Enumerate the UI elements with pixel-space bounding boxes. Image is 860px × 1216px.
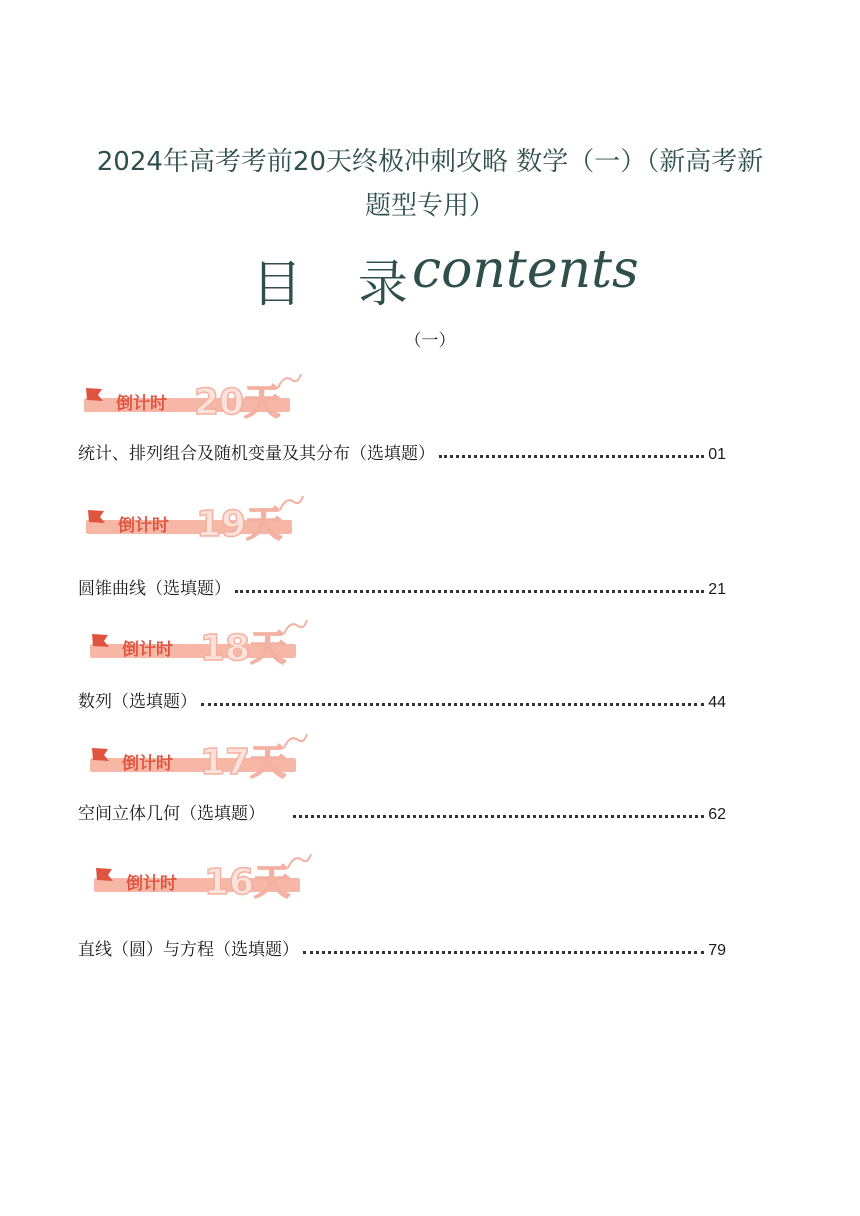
ribbon-icon — [276, 492, 306, 516]
banner-countdown: 19天 — [196, 504, 283, 545]
banner-label: 倒计时 — [116, 394, 167, 414]
ribbon-icon — [274, 370, 304, 394]
countdown-banner — [80, 378, 310, 426]
toc-entry-title: 数列（选填题） — [78, 692, 197, 712]
volume-subtitle: （一） — [404, 331, 456, 351]
banner-label: 倒计时 — [122, 754, 173, 774]
toc-entry[interactable] — [78, 800, 726, 824]
banner-label: 倒计时 — [126, 874, 177, 894]
ribbon-icon — [284, 850, 314, 874]
toc-entry-title: 圆锥曲线（选填题） — [78, 579, 231, 599]
banner-label: 倒计时 — [118, 516, 169, 536]
ribbon-icon — [280, 616, 310, 640]
toc-leader-dots — [439, 455, 704, 458]
toc-leader-dots — [303, 951, 704, 954]
document-title — [60, 140, 800, 228]
toc-entry-title: 统计、排列组合及随机变量及其分布（选填题） — [78, 444, 435, 464]
countdown-banner — [90, 858, 320, 906]
heading-cn: 目 录 — [252, 255, 428, 313]
title-line-1: 2024年高考考前20天终极冲刺攻略 数学（一）（新高考新 — [96, 147, 764, 177]
toc-entry-page: 21 — [708, 581, 726, 598]
toc-leader-dots — [293, 815, 704, 818]
countdown-banner — [82, 500, 312, 548]
contents-heading — [0, 240, 860, 313]
banner-countdown: 16天 — [204, 862, 291, 903]
flag-icon — [84, 386, 106, 404]
banner-countdown: 18天 — [200, 628, 287, 669]
toc-entry-page: 62 — [708, 806, 726, 823]
toc-leader-dots — [201, 703, 704, 706]
banner-countdown: 17天 — [200, 742, 287, 783]
flag-icon — [94, 866, 116, 884]
toc-entry[interactable] — [78, 936, 726, 960]
toc-entry[interactable] — [78, 440, 726, 464]
toc-entry[interactable] — [78, 688, 726, 712]
toc-entry-title: 空间立体几何（选填题） — [78, 804, 265, 824]
banner-countdown: 20天 — [194, 382, 281, 423]
toc-entry-page: 44 — [708, 694, 726, 711]
banner-label: 倒计时 — [122, 640, 173, 660]
title-line-2: 题型专用） — [364, 191, 495, 221]
flag-icon — [86, 508, 108, 526]
toc-entry-page: 01 — [708, 446, 726, 463]
countdown-banner — [86, 738, 316, 786]
heading-en: contents — [412, 240, 639, 300]
toc-entry[interactable] — [78, 575, 726, 599]
countdown-banner — [86, 624, 316, 672]
toc-entry-title: 直线（圆）与方程（选填题） — [78, 940, 299, 960]
toc-leader-dots — [235, 590, 704, 593]
toc-entry-page: 79 — [708, 942, 726, 959]
flag-icon — [90, 746, 112, 764]
flag-icon — [90, 632, 112, 650]
ribbon-icon — [280, 730, 310, 754]
